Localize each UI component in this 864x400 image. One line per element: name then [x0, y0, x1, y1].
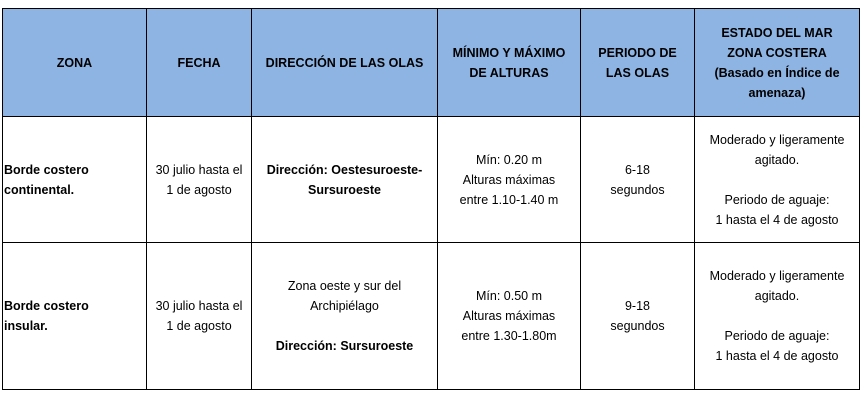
header-alturas — [438, 9, 581, 117]
alturas-line1: Mín: 0.20 m — [476, 152, 542, 167]
estado-spacer — [699, 170, 855, 190]
header-estado-line3: (Basado en Índice de — [714, 65, 840, 80]
header-periodo-line2: LAS OLAS — [605, 65, 670, 80]
direccion-cell — [252, 243, 438, 390]
estado-line4: 1 hasta el 4 de agosto — [715, 349, 839, 363]
alturas-line3: entre 1.10-1.40 m — [459, 192, 559, 207]
zona-line1: Borde costero — [4, 299, 89, 313]
header-alturas-line1: MÍNIMO Y MÁXIMO — [452, 45, 566, 60]
header-zona — [3, 9, 147, 117]
estado-line1: Moderado y ligeramente — [709, 269, 845, 283]
alturas-line2: Alturas máximas — [462, 172, 556, 187]
periodo-line2: segundos — [610, 182, 665, 197]
alturas-line2: Alturas máximas — [462, 309, 556, 323]
fecha-cell — [147, 243, 252, 390]
estado-spacer — [699, 306, 855, 326]
header-row — [3, 9, 860, 117]
header-direccion-label: DIRECCIÓN DE LAS OLAS — [265, 55, 424, 70]
fecha-line2: 1 de agosto — [166, 182, 232, 197]
table-row — [3, 243, 860, 390]
wave-forecast-table — [2, 8, 860, 390]
estado-cell — [695, 117, 860, 243]
header-fecha — [147, 9, 252, 117]
header-direccion — [252, 9, 438, 117]
fecha-cell — [147, 117, 252, 243]
zona-desc-line1: Zona oeste y sur del — [287, 279, 402, 293]
periodo-line2: segundos — [610, 319, 665, 333]
direccion-line: Dirección: Sursuroeste — [275, 339, 414, 353]
zona-line1: Borde costero — [4, 162, 89, 177]
fecha-line2: 1 de agosto — [166, 319, 232, 333]
header-periodo-line1: PERIODO DE — [598, 45, 677, 60]
direccion-spacer — [256, 316, 433, 336]
estado-line2: agitado. — [754, 152, 800, 167]
table-row — [3, 117, 860, 243]
estado-line3: Periodo de aguaje: — [724, 192, 830, 207]
zona-cell — [3, 243, 147, 390]
alturas-line1: Mín: 0.50 m — [476, 289, 542, 303]
zona-line2: insular. — [4, 319, 48, 333]
alturas-line3: entre 1.30-1.80m — [461, 329, 557, 343]
estado-line2: agitado. — [754, 289, 800, 303]
fecha-line1: 30 julio hasta el — [155, 162, 243, 177]
table-header — [3, 9, 860, 117]
header-estado-line2: ZONA COSTERA — [727, 45, 827, 60]
header-fecha-label: FECHA — [177, 55, 221, 70]
header-estado — [695, 9, 860, 117]
direccion-line1: Dirección: Oestesuroeste- — [266, 162, 423, 177]
direccion-cell — [252, 117, 438, 243]
estado-line4: 1 hasta el 4 de agosto — [715, 212, 839, 227]
direccion-line2: Sursuroeste — [308, 182, 381, 197]
header-zona-label: ZONA — [56, 55, 93, 70]
alturas-cell — [438, 117, 581, 243]
periodo-cell — [581, 243, 695, 390]
periodo-line1: 9-18 — [624, 299, 651, 313]
header-alturas-line2: DE ALTURAS — [469, 65, 549, 80]
table-body — [3, 117, 860, 390]
periodo-cell — [581, 117, 695, 243]
header-periodo — [581, 9, 695, 117]
zona-line2: continental. — [4, 182, 75, 197]
estado-line1: Moderado y ligeramente — [709, 132, 845, 147]
alturas-cell — [438, 243, 581, 390]
header-estado-line1: ESTADO DEL MAR — [721, 25, 833, 40]
zona-desc-line2: Archipiélago — [310, 299, 379, 313]
periodo-line1: 6-18 — [624, 162, 651, 177]
header-estado-line4: amenaza) — [748, 85, 806, 100]
estado-cell — [695, 243, 860, 390]
zona-cell — [3, 117, 147, 243]
estado-line3: Periodo de aguaje: — [724, 329, 830, 343]
fecha-line1: 30 julio hasta el — [155, 299, 243, 313]
